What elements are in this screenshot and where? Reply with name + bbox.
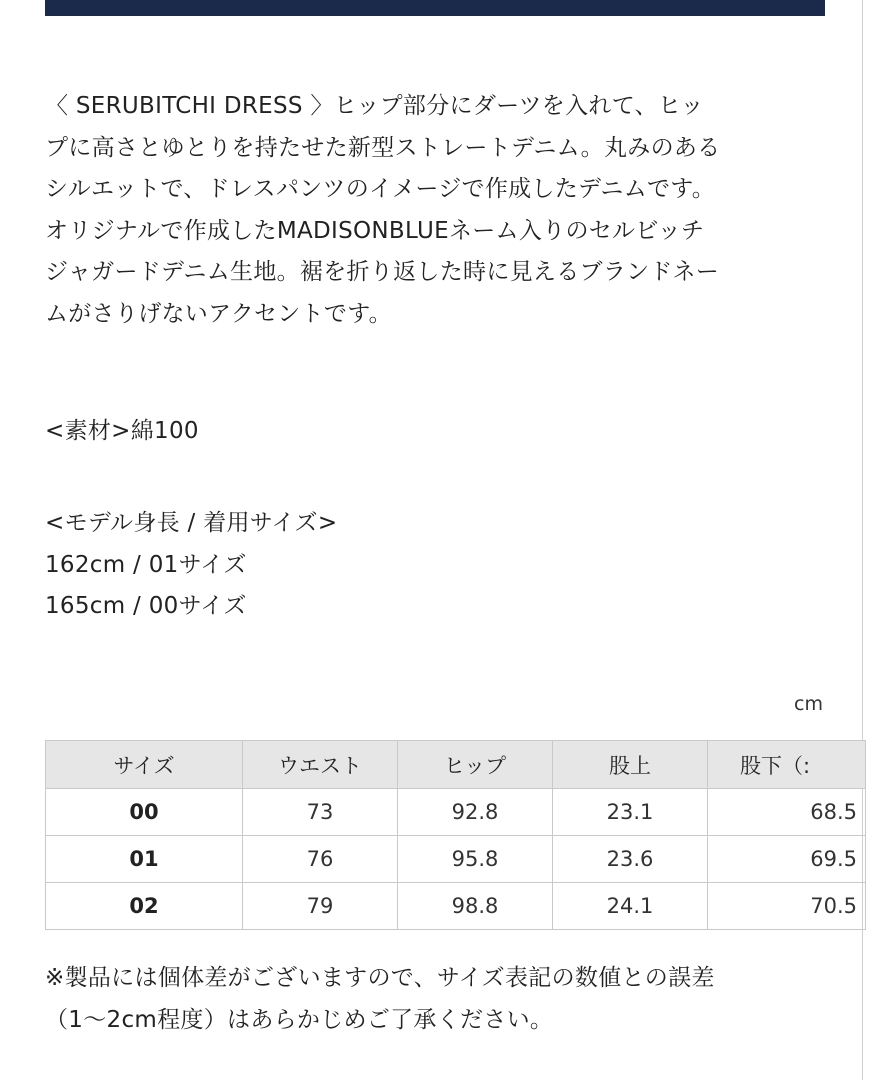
cell-inseam: 69.5 (708, 836, 866, 883)
material-info (45, 411, 835, 453)
size-table (45, 740, 866, 930)
header-rise: 股上 (553, 741, 708, 789)
cell-waist: 73 (243, 789, 398, 836)
table-header-row (46, 741, 866, 789)
note-line: ※製品には個体差がございますので、サイズ表記の数値との誤差 (45, 965, 715, 991)
cell-hip: 95.8 (398, 836, 553, 883)
description-line: オリジナルで作成したMADISONBLUEネーム入りのセルビッチ (45, 217, 705, 244)
cell-rise: 23.1 (553, 789, 708, 836)
product-description (45, 86, 835, 335)
model-line: 165cm / 00サイズ (45, 593, 247, 619)
description-line: 〈 SERUBITCHI DRESS 〉ヒップ部分にダーツを入れて、ヒッ (45, 93, 704, 119)
model-info (45, 503, 835, 628)
description-line: ムがさりげないアクセントです。 (45, 300, 392, 327)
size-note (45, 958, 835, 1041)
size-table-scroll[interactable] (45, 740, 857, 933)
cell-hip: 98.8 (398, 883, 553, 930)
cell-inseam: 70.5 (708, 883, 866, 930)
description-line: プに高さとゆとりを持たせた新型ストレートデニム。丸みのある (45, 134, 721, 161)
header-waist: ウエスト (243, 741, 398, 789)
description-line: シルエットで、ドレスパンツのイメージで作成したデニムです。 (45, 176, 716, 202)
header-hip: ヒップ (398, 741, 553, 789)
cell-waist: 79 (243, 883, 398, 930)
header-size: サイズ (46, 741, 243, 789)
model-line: 162cm / 01サイズ (45, 551, 247, 578)
cell-rise: 23.6 (553, 836, 708, 883)
table-row (46, 789, 866, 836)
model-heading: <モデル身長 / 着用サイズ> (45, 510, 338, 536)
cell-waist: 76 (243, 836, 398, 883)
row-size: 02 (46, 883, 243, 930)
cell-inseam: 68.5 (708, 789, 866, 836)
table-row (46, 836, 866, 883)
top-navy-bar (45, 0, 825, 16)
material-line: <素材>綿100 (45, 418, 199, 444)
description-line: ジャガードデニム生地。裾を折り返した時に見えるブランドネー (45, 259, 720, 285)
unit-label: cm (794, 693, 823, 715)
cell-rise: 24.1 (553, 883, 708, 930)
cell-hip: 92.8 (398, 789, 553, 836)
header-inseam: 股下（: (708, 741, 866, 789)
table-row (46, 883, 866, 930)
row-size: 00 (46, 789, 243, 836)
note-line: （1〜2cm程度）はあらかじめご了承ください。 (45, 1006, 554, 1033)
row-size: 01 (46, 836, 243, 883)
